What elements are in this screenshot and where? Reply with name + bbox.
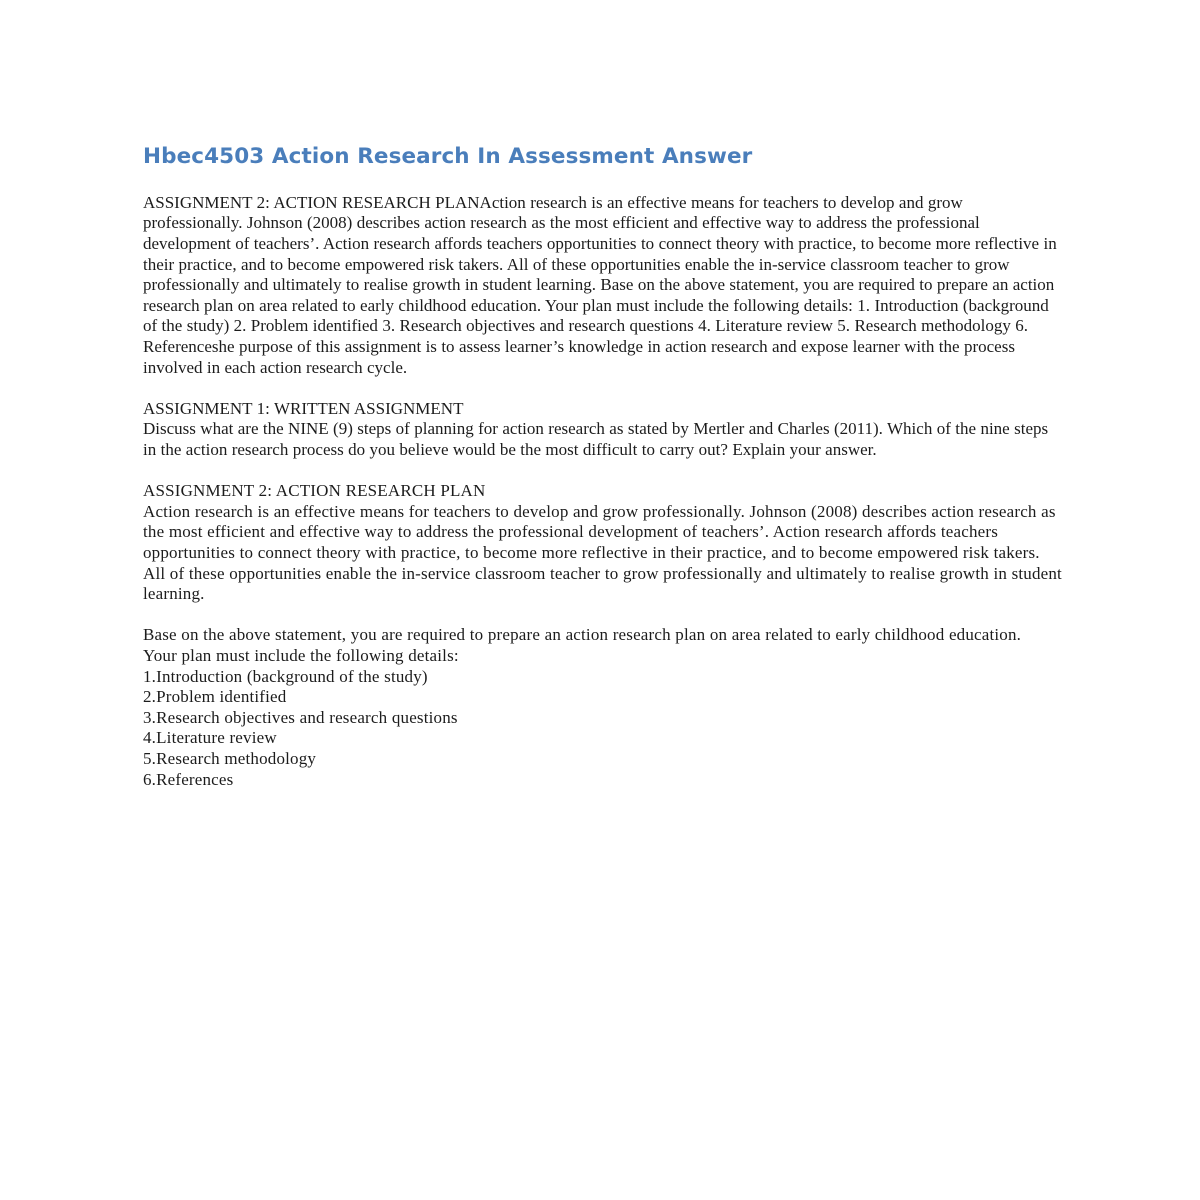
assignment-2-body: Action research is an effective means for teachers to develop and grow professionally. Johnson (2008) describes action research as the most efficient and effective way to address the professional development of teachers’. Action research affords teachers opportunities to connect theory with practice, to become more reflective in their practice, and to become empowered risk takers. All of these opportunities enable the in-service classroom teacher to grow professionally and ultimately to realise growth in student learning. xyxy=(143,501,1062,604)
assignment-2-section xyxy=(143,481,1063,605)
plan-details-list xyxy=(143,667,1063,791)
list-item: 2.Problem identified xyxy=(143,687,287,707)
list-item: 3.Research objectives and research questions xyxy=(143,707,458,727)
assignment-2-heading: ASSIGNMENT 2: ACTION RESEARCH PLAN xyxy=(143,481,486,501)
plan-requirements-intro: Base on the above statement, you are required to prepare an action research plan on area related to early childhood education. xyxy=(143,625,1022,645)
assignment-2-intro-paragraph: ASSIGNMENT 2: ACTION RESEARCH PLANAction research is an effective means for teachers to develop and grow professionally. Johnson (2008) describes action research as the most efficient and effective way to address the professional development of teachers’. Action research affords teachers opportunities to connect theory with practice, to become more reflective in their practice, and to become empowered risk takers. All of these opportunities enable the in-service classroom teacher to grow professionally and ultimately to realise growth in student learning. Base on the above statement, you are required to prepare an action research plan on area related to early childhood education. Your plan must include the following details: 1. Introduction (background of the study) 2. Problem identified 3. Research objectives and research questions 4. Literature review 5. Research methodology 6. Referenceshe purpose of this assignment is to assess learner’s knowledge in action research and expose learner with the process involved in each action research cycle. xyxy=(143,192,1057,377)
list-item: 5.Research methodology xyxy=(143,748,317,768)
assignment-1-heading: ASSIGNMENT 1: WRITTEN ASSIGNMENT xyxy=(143,398,464,418)
list-item: 1.Introduction (background of the study) xyxy=(143,666,428,686)
page-title: Hbec4503 Action Research In Assessment Answer xyxy=(143,144,753,169)
list-item: 4.Literature review xyxy=(143,728,277,748)
assignment-1-body: Discuss what are the NINE (9) steps of planning for action research as stated by Mertler and Charles (2011). Which of the nine steps in the action research process do you believe would be the most difficult to carry out? Explain your answer. xyxy=(143,419,1049,459)
assignment-1-section xyxy=(143,399,1063,461)
document-body xyxy=(143,144,1063,790)
plan-details-lead-in: Your plan must include the following details: xyxy=(143,645,459,665)
plan-requirements-paragraph xyxy=(143,625,1063,790)
list-item: 6.References xyxy=(143,769,234,789)
